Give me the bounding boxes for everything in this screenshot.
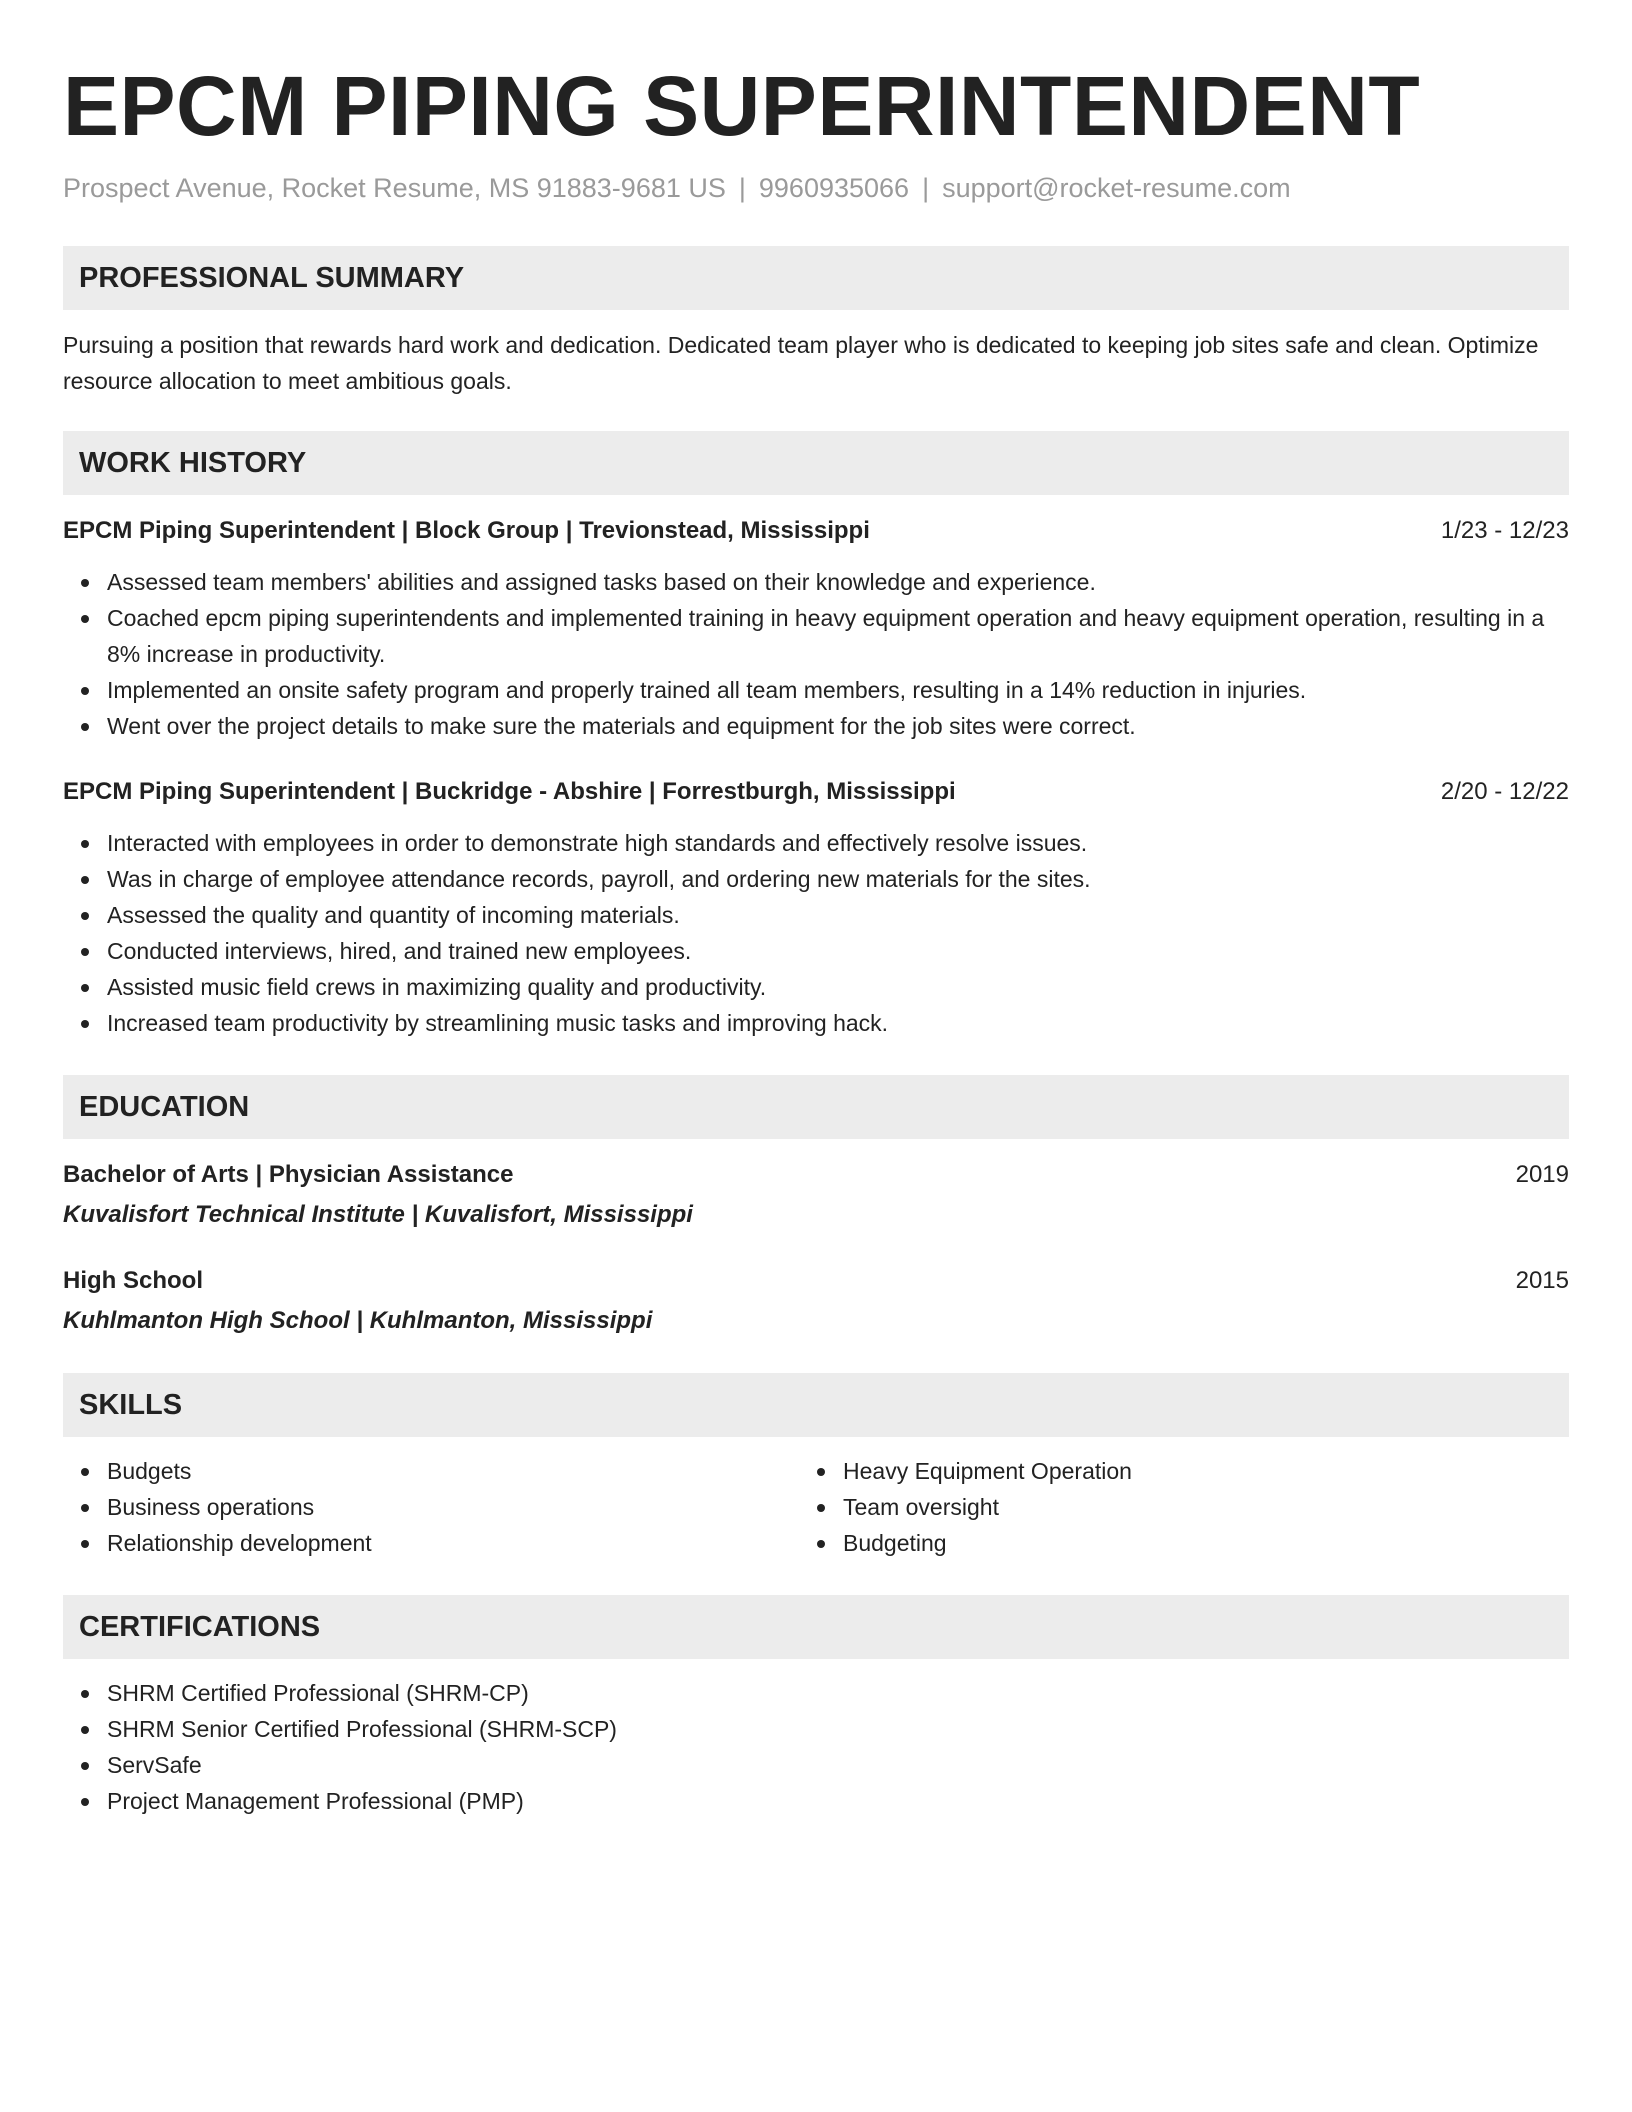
certifications-list <box>63 1675 1569 1819</box>
skill-item: Business operations <box>107 1489 799 1525</box>
job-bullet: Assessed the quality and quantity of incoming materials. <box>107 897 1569 933</box>
education-header <box>63 1263 1569 1299</box>
certifications-heading: CERTIFICATIONS <box>63 1595 1569 1659</box>
summary-heading: PROFESSIONAL SUMMARY <box>63 246 1569 310</box>
job-entry <box>63 513 1569 744</box>
education-year: 2019 <box>1515 1161 1569 1188</box>
job-entry <box>63 774 1569 1041</box>
job-bullet: Assisted music field crews in maximizing quality and productivity. <box>107 969 1569 1005</box>
contact-separator: | <box>922 173 930 203</box>
skills-grid <box>63 1453 1569 1561</box>
job-bullet: Increased team productivity by streamlining music tasks and improving hack. <box>107 1005 1569 1041</box>
job-header <box>63 774 1569 810</box>
skill-item: Budgeting <box>843 1525 1535 1561</box>
job-bullet: Went over the project details to make sure the materials and equipment for the job sites were correct. <box>107 708 1569 744</box>
contact-phone: 9960935066 <box>758 173 910 203</box>
education-heading: EDUCATION <box>63 1075 1569 1139</box>
job-dates: 1/23 - 12/23 <box>1440 517 1569 544</box>
skills-column-left <box>63 1453 799 1561</box>
education-school: Kuvalisfort Technical Institute | Kuvalisfort, Mississippi <box>63 1201 693 1228</box>
certification-item: SHRM Senior Certified Professional (SHRM-SCP) <box>107 1711 1569 1747</box>
job-bullet: Assessed team members' abilities and assigned tasks based on their knowledge and experience. <box>107 564 1569 600</box>
education-year: 2015 <box>1515 1267 1569 1294</box>
resume-name: EPCM PIPING SUPERINTENDENT <box>63 59 1421 153</box>
summary-text: Pursuing a position that rewards hard work and dedication. Dedicated team player who is dedicated to keeping job sites safe and clean. Optimize resource allocation to meet ambitious goals. <box>63 332 1539 394</box>
skill-item: Budgets <box>107 1453 799 1489</box>
education-entry <box>63 1157 1569 1233</box>
job-header <box>63 513 1569 549</box>
job-bullet: Implemented an onsite safety program and properly trained all team members, resulting in a 14% reduction in injuries. <box>107 672 1569 708</box>
education-degree: High School <box>63 1267 203 1294</box>
contact-separator: | <box>738 173 746 203</box>
work-history-heading: WORK HISTORY <box>63 431 1569 495</box>
education-header <box>63 1157 1569 1193</box>
contact-line <box>63 170 1569 206</box>
skill-item: Relationship development <box>107 1525 799 1561</box>
education-school: Kuhlmanton High School | Kuhlmanton, Mississippi <box>63 1307 653 1334</box>
skills-column-right <box>799 1453 1535 1561</box>
skill-item: Team oversight <box>843 1489 1535 1525</box>
contact-address: Prospect Avenue, Rocket Resume, MS 91883-9681 US <box>63 173 726 203</box>
education-entry <box>63 1263 1569 1339</box>
job-dates: 2/20 - 12/22 <box>1440 778 1569 805</box>
skills-heading: SKILLS <box>63 1373 1569 1437</box>
contact-email: support@rocket-resume.com <box>942 173 1291 203</box>
certifications-list-wrap <box>63 1675 1569 1819</box>
job-bullets <box>63 825 1569 1041</box>
job-bullet: Interacted with employees in order to demonstrate high standards and effectively resolve issues. <box>107 825 1569 861</box>
job-title: EPCM Piping Superintendent | Buckridge - Abshire | Forrestburgh, Mississippi <box>63 778 956 805</box>
skill-item: Heavy Equipment Operation <box>843 1453 1535 1489</box>
certification-item: SHRM Certified Professional (SHRM-CP) <box>107 1675 1569 1711</box>
job-bullet: Coached epcm piping superintendents and implemented training in heavy equipment operation and heavy equipment operation, resulting in a 8% increase in productivity. <box>107 600 1569 672</box>
job-bullet: Conducted interviews, hired, and trained new employees. <box>107 933 1569 969</box>
job-bullets <box>63 564 1569 744</box>
certification-item: Project Management Professional (PMP) <box>107 1783 1569 1819</box>
certification-item: ServSafe <box>107 1747 1569 1783</box>
job-title: EPCM Piping Superintendent | Block Group | Trevionstead, Mississippi <box>63 517 870 544</box>
job-bullet: Was in charge of employee attendance records, payroll, and ordering new materials for the sites. <box>107 861 1569 897</box>
education-degree: Bachelor of Arts | Physician Assistance <box>63 1161 514 1188</box>
